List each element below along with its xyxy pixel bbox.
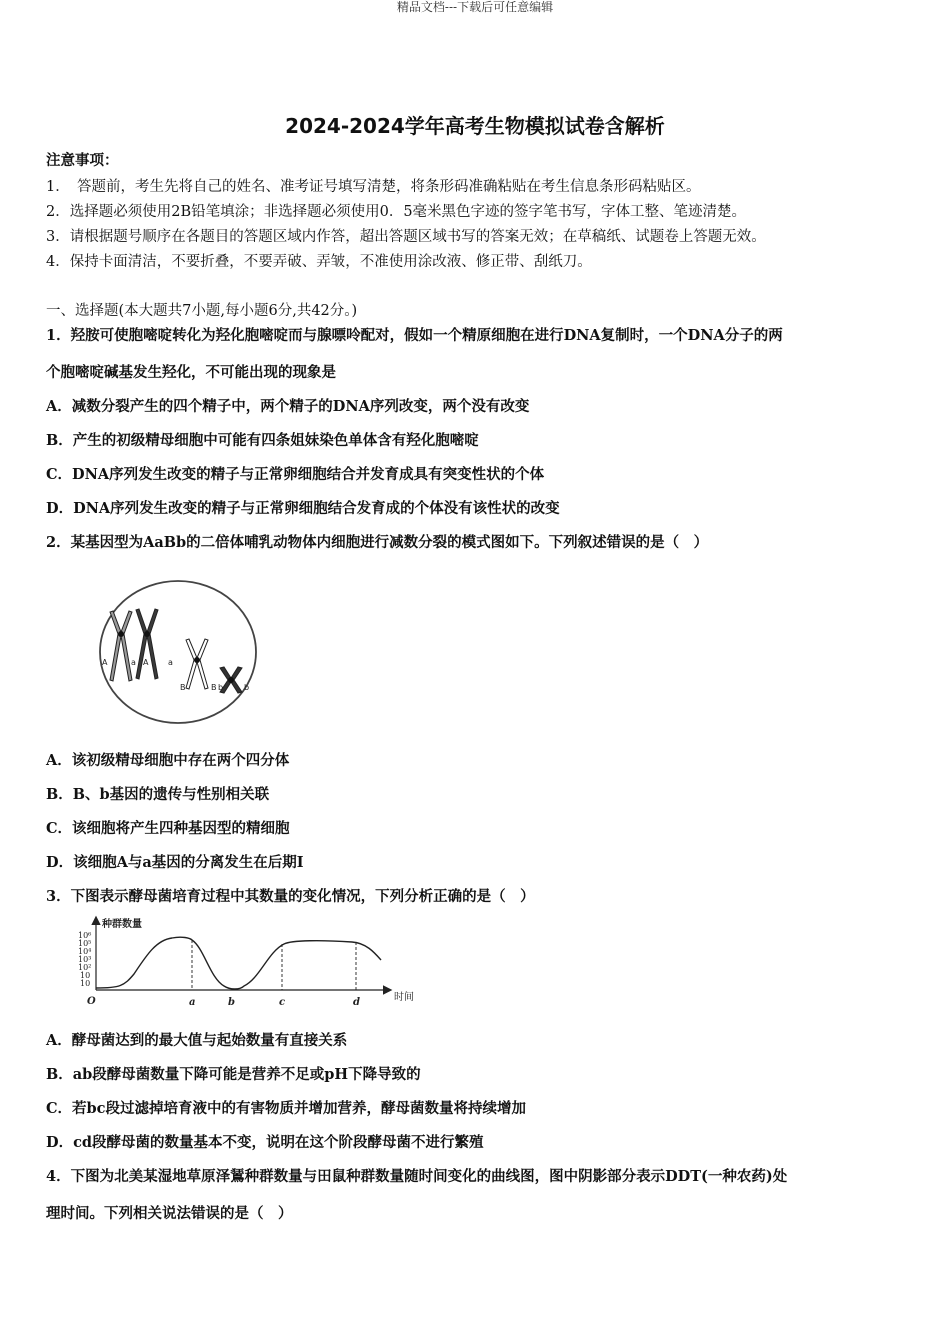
notice-item: 4．保持卡面清洁，不要折叠，不要弄破、弄皱，不准使用涂改液、修正带、刮纸刀。 — [46, 254, 592, 270]
notice-item: 3．请根据题号顺序在各题目的答题区域内作答，超出答题区域书写的答案无效；在草稿纸、试题卷上答题无效。 — [46, 229, 766, 245]
gene-label: B — [211, 683, 217, 692]
page-header: 精品文档---下载后可任意编辑 — [396, 0, 554, 14]
notice-item: 2．选择题必须使用2B铅笔填涂；非选择题必须使用0．5毫米黑色字迹的签字笔书写，字体工整、笔迹清楚。 — [46, 204, 747, 220]
q1-option-a: A．减数分裂产生的四个精子中，两个精子的DNA序列改变，两个没有改变 — [46, 398, 530, 415]
q2-option-c: C．该细胞将产生四种基因型的精细胞 — [46, 820, 290, 837]
q2-stem: 2．某基因型为AaBb的二倍体哺乳动物体内细胞进行减数分裂的模式图如下。下列叙述错误的是（ ） — [46, 534, 709, 551]
x-tick-label: b — [228, 997, 235, 1008]
notice-heading: 注意事项： — [46, 152, 119, 169]
q3-option-d: D．cd段酵母菌的数量基本不变，说明在这个阶段酵母菌不进行繁殖 — [46, 1134, 484, 1151]
y-tick-label: 10⁵ — [78, 939, 92, 948]
y-tick-label: 10⁴ — [78, 947, 92, 956]
gene-label: b — [244, 683, 250, 692]
chart-ylabel: 种群数量 — [102, 919, 142, 930]
q2-option-d: D．该细胞A与a基因的分离发生在后期Ⅰ — [46, 854, 304, 871]
gene-label: A — [102, 658, 108, 667]
gene-label: a — [168, 658, 173, 667]
gene-label: A — [143, 658, 149, 667]
y-tick-label: 10⁶ — [78, 931, 92, 940]
yeast-population-chart — [72, 912, 432, 1012]
y-tick-label: 10 — [80, 979, 91, 988]
q1-option-b: B．产生的初级精母细胞中可能有四条姐妹染色单体含有羟化胞嘧啶 — [46, 432, 479, 449]
q3-option-a: A．酵母菌达到的最大值与起始数量有直接关系 — [46, 1032, 348, 1049]
q3-option-b: B．ab段酵母菌数量下降可能是营养不足或pH下降导致的 — [46, 1066, 421, 1083]
y-tick-label: 10 — [80, 971, 91, 980]
q2-option-a: A．该初级精母细胞中存在两个四分体 — [46, 752, 290, 769]
q1-option-c: C．DNA序列发生改变的精子与正常卵细胞结合并发育成具有突变性状的个体 — [46, 466, 545, 483]
page-title: 2024-2024学年高考生物模拟试卷含解析 — [285, 114, 665, 138]
chart-xlabel: 时间 — [394, 992, 414, 1003]
q1-option-d: D．DNA序列发生改变的精子与正常卵细胞结合发育成的个体没有该性状的改变 — [46, 500, 560, 517]
meiosis-cell-figure — [94, 576, 264, 728]
q3-option-c: C．若bc段过滤掉培育液中的有害物质并增加营养，酵母菌数量将持续增加 — [46, 1100, 527, 1117]
gene-label: B — [180, 683, 186, 692]
q1-stem-line2: 个胞嘧啶碱基发生羟化，不可能出现的现象是 — [46, 364, 336, 381]
population-curve — [96, 937, 381, 989]
x-tick-label: d — [353, 997, 360, 1008]
q2-option-b: B．B、b基因的遗传与性别相关联 — [46, 786, 270, 803]
q4-stem-line2: 理时间。下列相关说法错误的是（ ） — [46, 1205, 293, 1222]
section-heading: 一、选择题(本大题共7小题,每小题6分,共42分。) — [46, 303, 358, 319]
y-tick-label: 10² — [78, 963, 92, 972]
y-tick-label: 10³ — [78, 955, 92, 964]
x-tick-label: c — [279, 997, 286, 1008]
chart-origin: O — [87, 996, 96, 1007]
gene-label: b — [218, 683, 224, 692]
q3-stem: 3．下图表示酵母菌培育过程中其数量的变化情况，下列分析正确的是（ ） — [46, 888, 535, 905]
gene-label: a — [131, 658, 136, 667]
x-tick-label: a — [189, 997, 196, 1008]
notice-item: 1． 答题前，考生先将自己的姓名、准考证号填写清楚，将条形码准确粘贴在考生信息条形码粘贴区。 — [46, 179, 701, 195]
q4-stem-line1: 4．下图为北美某湿地草原泽鵟种群数量与田鼠种群数量随时间变化的曲线图，图中阴影部分表示DDT(一种农药)处 — [46, 1168, 788, 1185]
q1-stem-line1: 1．羟胺可使胞嘧啶转化为羟化胞嘧啶而与腺嘌呤配对，假如一个精原细胞在进行DNA复制时，一个DNA分子的两 — [46, 327, 783, 344]
